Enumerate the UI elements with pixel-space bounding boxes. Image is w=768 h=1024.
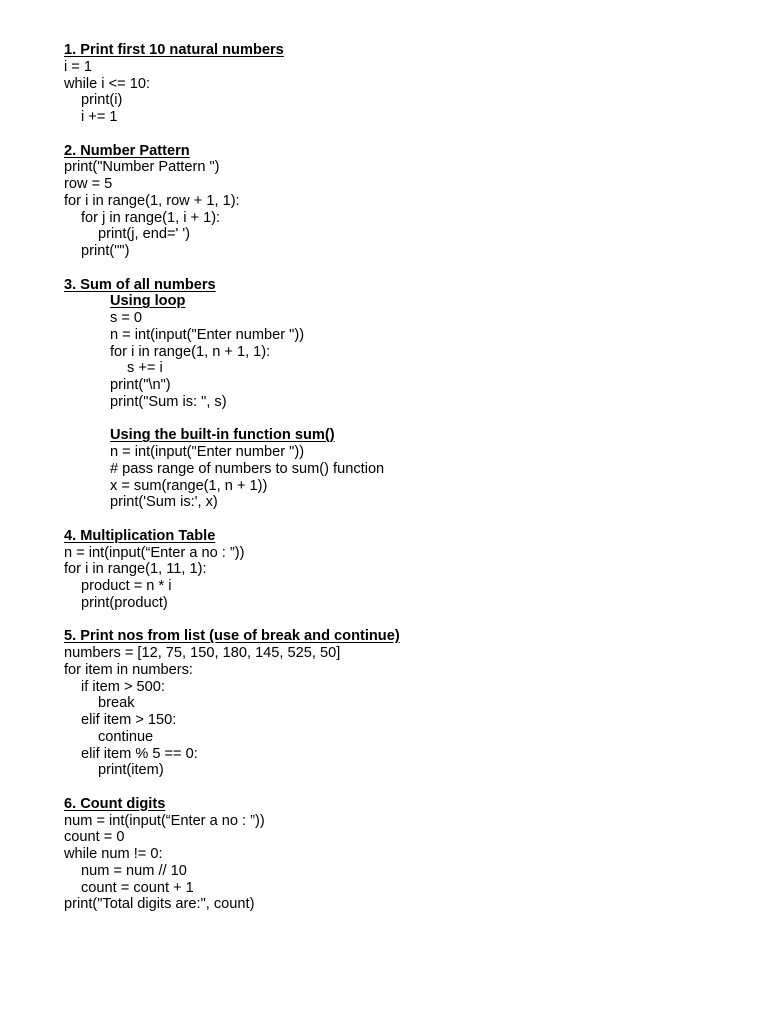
code-line: product = n * i (81, 578, 172, 594)
code-line: break (98, 695, 135, 712)
section-heading: 1. Print first 10 natural numbers (64, 42, 284, 58)
spacer (64, 126, 744, 143)
section-6 (64, 796, 744, 913)
subsection-heading: Using loop (110, 293, 186, 310)
code-line: n = int(input("Enter number ")) (110, 326, 305, 343)
spacer (64, 511, 744, 528)
code-line: elif item > 150: (81, 712, 177, 728)
spacer (64, 260, 744, 277)
code-line: for i in range(1, 11, 1): (64, 561, 207, 578)
code-line: print('Sum is:', x) (110, 494, 218, 511)
code-line: n = int(input("Enter number ")) (110, 444, 305, 460)
code-line: s = 0 (110, 310, 143, 326)
document-page (64, 42, 744, 913)
code-line: print("Total digits are:", count) (64, 896, 255, 913)
section-heading: 6. Count digits (64, 795, 166, 812)
code-line: print("\n") (110, 377, 171, 393)
spacer (64, 779, 744, 796)
code-line: numbers = [12, 75, 150, 180, 145, 525, 50] (64, 645, 341, 661)
section-heading: 3. Sum of all numbers (64, 276, 216, 293)
code-line: print("Sum is: ", s) (110, 393, 227, 410)
code-comment: # pass range of numbers to sum() function (110, 460, 385, 477)
section-4 (64, 528, 744, 612)
section-1 (64, 42, 744, 126)
section-3 (64, 277, 744, 512)
code-line: print(i) (81, 92, 123, 109)
code-line: i += 1 (81, 109, 118, 125)
subsection-heading: Using the built-in function sum() (110, 427, 335, 444)
spacer (64, 411, 744, 428)
code-line: print("") (81, 243, 130, 259)
code-line: s += i (127, 360, 163, 377)
code-line: num = int(input(“Enter a no : ”)) (64, 812, 265, 829)
code-line: row = 5 (64, 176, 113, 192)
code-line: num = num // 10 (81, 862, 187, 879)
code-line: elif item % 5 == 0: (81, 745, 198, 762)
code-line: for item in numbers: (64, 661, 193, 678)
code-line: count = count + 1 (81, 879, 194, 896)
section-heading: 2. Number Pattern (64, 142, 190, 159)
code-line: print(item) (98, 762, 164, 779)
section-2 (64, 143, 744, 260)
section-heading: 4. Multiplication Table (64, 527, 216, 544)
code-line: print("Number Pattern ") (64, 159, 220, 176)
code-line: n = int(input(“Enter a no : ”)) (64, 544, 245, 561)
code-line: i = 1 (64, 58, 92, 75)
code-line: for j in range(1, i + 1): (81, 209, 221, 226)
code-line: x = sum(range(1, n + 1)) (110, 477, 268, 494)
code-line: count = 0 (64, 829, 125, 846)
code-line: for i in range(1, row + 1, 1): (64, 192, 240, 209)
spacer (64, 612, 744, 629)
code-line: for i in range(1, n + 1, 1): (110, 343, 271, 360)
code-line: while i <= 10: (64, 75, 150, 92)
section-5 (64, 628, 744, 779)
code-line: while num != 0: (64, 846, 163, 862)
code-line: print(product) (81, 594, 168, 611)
section-heading: 5. Print nos from list (use of break and continue) (64, 628, 400, 645)
code-line: if item > 500: (81, 678, 165, 695)
code-line: continue (98, 728, 154, 745)
code-line: print(j, end=' ') (98, 226, 190, 243)
